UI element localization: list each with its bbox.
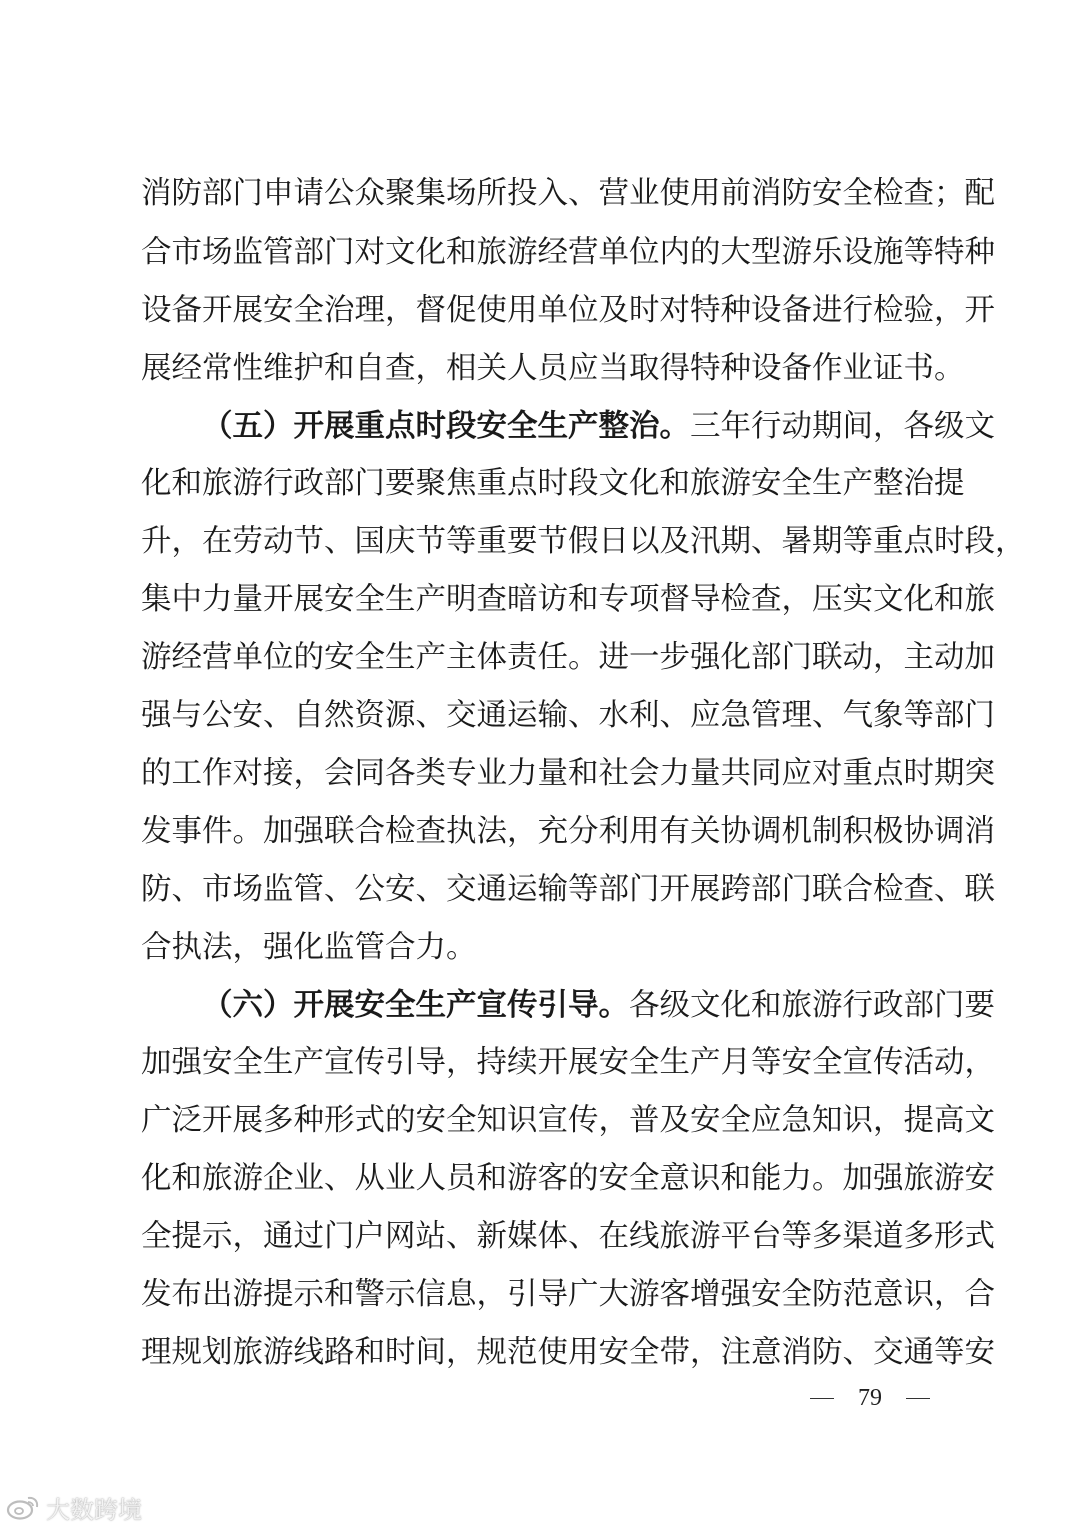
text-line: 广泛开展多种形式的安全知识宣传，普及安全应急知识，提高文 <box>141 1103 995 1138</box>
text-line: 化和旅游企业、从业人员和游客的安全意识和能力。加强旅游安 <box>141 1161 995 1196</box>
section-6-first-line <box>141 977 995 1033</box>
text-line: 防、市场监管、公安、交通运输等部门开展跨部门联合检查、联 <box>141 872 995 907</box>
text-line: 升，在劳动节、国庆节等重要节假日以及汛期、暑期等重点时段， <box>141 524 1026 559</box>
text-fragment: 各级文化和旅游行政部门要 <box>629 988 995 1023</box>
section-5-first-line <box>141 398 995 454</box>
watermark <box>6 1492 142 1522</box>
text-fragment: 三年行动期间，各级文 <box>690 409 995 444</box>
text-line: 合市场监管部门对文化和旅游经营单位内的大型游乐设施等特种 <box>141 235 995 270</box>
text-line: 的工作对接，会同各类专业力量和社会力量共同应对重点时期突 <box>141 756 995 791</box>
weibo-logo-icon <box>6 1494 40 1520</box>
text-line: 合执法，强化监管合力。 <box>141 930 477 965</box>
text-line: 全提示，通过门户网站、新媒体、在线旅游平台等多渠道多形式 <box>141 1219 995 1254</box>
text-line: 理规划旅游线路和时间，规范使用安全带，注意消防、交通等安 <box>141 1335 995 1370</box>
text-line: 展经常性维护和自查，相关人员应当取得特种设备作业证书。 <box>141 351 965 386</box>
text-line: 化和旅游行政部门要聚焦重点时段文化和旅游安全生产整治提 <box>141 466 965 501</box>
section-6-heading: （六）开展安全生产宣传引导。 <box>202 987 629 1023</box>
page-number-dash-left <box>810 1398 834 1399</box>
text-line: 游经营单位的安全生产主体责任。进一步强化部门联动，主动加 <box>141 640 995 675</box>
watermark-text: 大数跨境 <box>46 1495 142 1524</box>
page-number <box>810 1378 930 1418</box>
text-line: 集中力量开展安全生产明查暗访和专项督导检查，压实文化和旅 <box>141 582 995 617</box>
text-line: 设备开展安全治理，督促使用单位及时对特种设备进行检验，开 <box>141 293 995 328</box>
text-line: 发布出游提示和警示信息，引导广大游客增强安全防范意识，合 <box>141 1277 995 1312</box>
page-number-dash-right <box>906 1398 930 1399</box>
section-5-heading: （五）开展重点时段安全生产整治。 <box>202 408 690 444</box>
text-line: 加强安全生产宣传引导，持续开展安全生产月等安全宣传活动， <box>141 1045 995 1080</box>
text-line: 强与公安、自然资源、交通运输、水利、应急管理、气象等部门 <box>141 698 995 733</box>
page-number-value: 79 <box>858 1385 882 1411</box>
text-line: 发事件。加强联合检查执法，充分利用有关协调机制积极协调消 <box>141 814 995 849</box>
text-line: 消防部门申请公众聚集场所投入、营业使用前消防安全检查；配 <box>141 176 995 211</box>
